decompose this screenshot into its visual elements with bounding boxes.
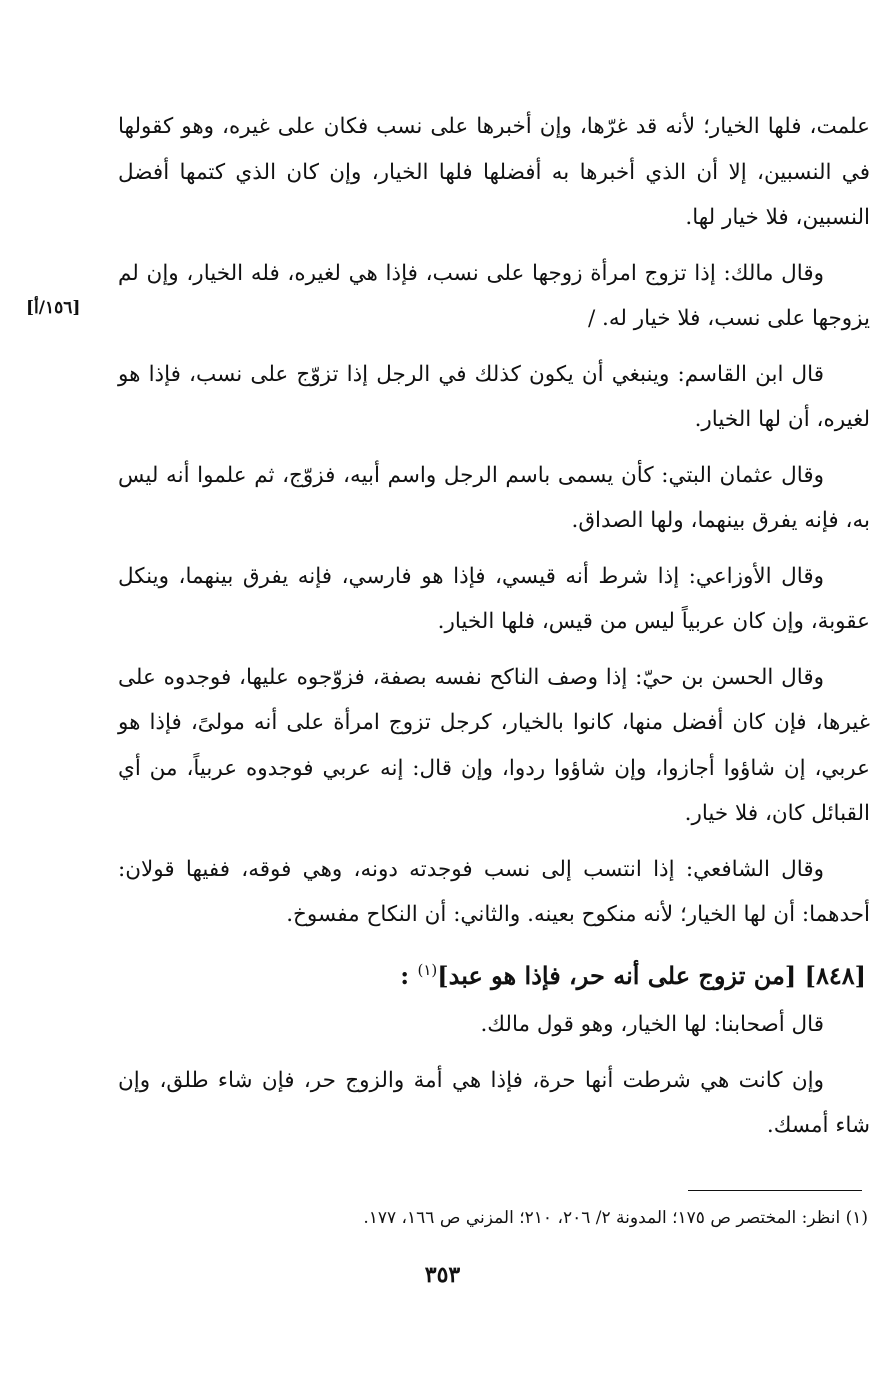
- footnote-text: (١) انظر: المختصر ص ١٧٥؛ المدونة ٢/ ٢٠٦، ٢١٠؛ المزني ص ١٦٦، ١٧٧.: [363, 1208, 868, 1228]
- manuscript-folio-reference: [١٥٦/أ]: [26, 298, 81, 318]
- paragraph-ashabuna: قال أصحابنا: لها الخيار، وهو قول مالك.: [480, 1012, 824, 1037]
- paragraph-al-shafii: وقال الشافعي: إذا انتسب إلى نسب فوجدته دونه، وهي فوقه، ففيها قولان: أحدهما: أن لها الخيار؛ لأنه منكوح بعينه. والثاني: أن النكاح مفسوخ.: [118, 856, 870, 927]
- paragraph-if-she-stipulated: وإن كانت هي شرطت أنها حرة، فإذا هي أمة والزوج حر، فإن شاء طلق، وإن شاء أمسك.: [118, 1067, 870, 1138]
- heading-colon: :: [400, 960, 410, 990]
- section-number: [٨٤٨]: [804, 960, 866, 990]
- footnote-marker: (١): [417, 960, 438, 979]
- paragraph-ibn-al-qasim: قال ابن القاسم: وينبغي أن يكون كذلك في الرجل إذا تزوّج على نسب، فإذا هو لغيره، أن لها الخيار.: [118, 361, 870, 432]
- main-text: [118, 104, 870, 1159]
- section-title: [من تزوج على أنه حر، فإذا هو عبد]: [437, 960, 797, 990]
- paragraph-al-hasan-ibn-hayy: وقال الحسن بن حيّ: إذا وصف الناكح نفسه بصفة، فزوّجوه عليها، فوجدوه على غيرها، فإن كان أفضل منها، كانوا بالخيار، كرجل تزوج امرأة على أنه مولىً، فإذا هو عربي، إن شاؤوا أجازوا، وإن شاؤوا ردوا، وإن قال: إنه عربي فوجدوه عربياً، من أي القبائل كان، فلا خيار.: [118, 664, 870, 826]
- paragraph-continuation: علمت، فلها الخيار؛ لأنه قد غرّها، وإن أخبرها على نسب فكان على غيره، وهو كقولها في النسبين، إلا أن الذي أخبرها به أفضلها فلها الخيار، وإن كان الذي كتمها أفضل النسبين، فلا خيار لها.: [118, 114, 870, 230]
- footnote-divider: [688, 1190, 862, 1191]
- page-number: ٣٥٣: [424, 1262, 461, 1288]
- paragraph-malik: وقال مالك: إذا تزوج امرأة زوجها على نسب، فإذا هي لغيره، فله الخيار، وإن لم يزوجها على نسب، فلا خيار له. /: [118, 260, 870, 331]
- paragraph-al-awzai: وقال الأوزاعي: إذا شرط أنه قيسي، فإذا هو فارسي، فإنه يفرق بينهما، وينكل عقوبة، وإن كان عربياً ليس من قيس، فلها الخيار.: [118, 563, 870, 634]
- paragraph-uthman-al-batti: وقال عثمان البتي: كأن يسمى باسم الرجل واسم أبيه، فزوّج، ثم علموا أنه ليس به، فإنه يفرق بينهما، ولها الصداق.: [118, 462, 870, 533]
- section-heading: [118, 948, 870, 999]
